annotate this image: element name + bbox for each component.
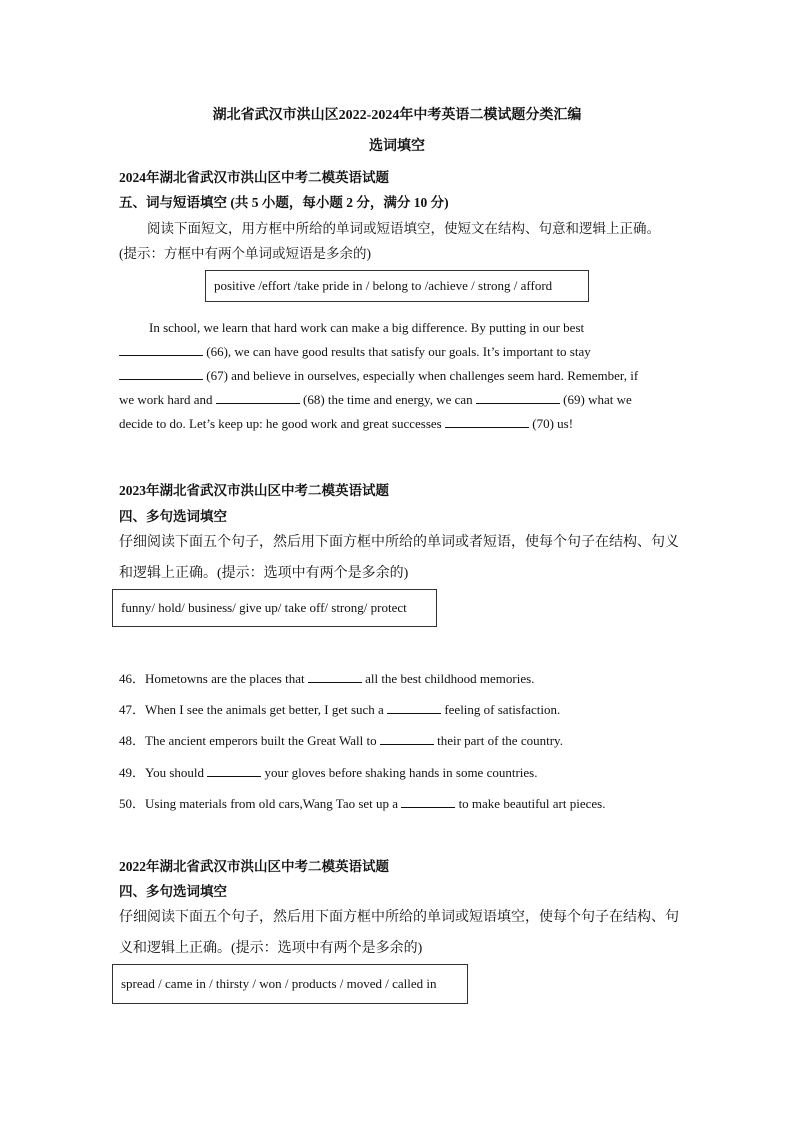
question-49-text-b: your gloves before shaking hands in some countries. [264,765,538,780]
passage-line-4-text-a: we work hard and [119,392,213,407]
passage-line-5-text-b: (70) us! [532,416,574,431]
question-49 [119,762,537,781]
word-box-2022-text: spread / came in / thirsty / won / products / moved / called in [121,976,437,991]
question-46-text-a: Hometowns are the places that [145,671,305,686]
blank-49[interactable] [207,764,261,777]
question-50-number: 50． [119,796,146,811]
question-49-text-a: You should [145,765,205,780]
passage-line-2-text: (66), we can have good results that satisfy our goals. It’s important to stay [206,344,591,359]
section-2024-instruction-2: (提示：方框中有两个单词或短语是多余的) [119,246,371,261]
document-subtitle: 选词填空 [369,139,425,154]
word-box-2023-text: funny/ hold/ business/ give up/ take off/ strong/ protect [121,600,407,615]
blank-68[interactable] [216,391,300,404]
blank-67[interactable] [119,367,203,380]
question-47-number: 47． [119,702,146,717]
passage-line-3 [119,364,675,388]
blank-47[interactable] [387,701,441,714]
word-box-2024 [205,270,589,302]
question-50-text-b: to make beautiful art pieces. [458,796,606,811]
document-title: 湖北省武汉市洪山区2022-2024年中考英语二模试题分类汇编 [212,108,582,123]
blank-48[interactable] [380,732,434,745]
word-box-2024-text: positive /effort /take pride in / belong to /achieve / strong / afford [214,278,553,293]
question-46-number: 46． [119,671,146,686]
question-46-text-b: all the best childhood memories. [365,671,535,686]
question-50-text-a: Using materials from old cars,Wang Tao set up a [145,796,399,811]
blank-46[interactable] [308,670,362,683]
question-48 [119,730,563,749]
passage-line-1: In school, we learn that hard work can make a big difference. By putting in our best [149,320,585,335]
blank-70[interactable] [445,415,529,428]
passage-line-4-text-c: (69) what we [563,392,632,407]
section-2022-instruction-2: 义和逻辑上正确。(提示：选项中有两个是多余的) [119,941,423,956]
blank-69[interactable] [476,391,560,404]
passage-line-3-text: (67) and believe in ourselves, especially when challenges seem hard. Remember, if [206,368,639,383]
section-2023-instruction-2: 和逻辑上正确。(提示：选项中有两个是多余的) [119,566,409,581]
section-2023-part: 四、多句选词填空 [119,509,227,524]
section-2024-heading: 2024年湖北省武汉市洪山区中考二模英语试题 [119,170,389,185]
question-47-text-b: feeling of satisfaction. [444,702,561,717]
word-box-2023 [112,589,437,627]
question-48-text-b: their part of the country. [437,733,563,748]
question-48-text-a: The ancient emperors built the Great Wall to [145,733,377,748]
question-47-text-a: When I see the animals get better, I get such a [145,702,384,717]
passage-line-2 [119,340,675,364]
question-48-number: 48． [119,733,146,748]
section-2024-instruction-1: 阅读下面短文，用方框中所给的单词或短语填空，使短文在结构、句意和逻辑上正确。 [147,221,660,236]
section-2023-heading: 2023年湖北省武汉市洪山区中考二模英语试题 [119,483,389,498]
question-50 [119,793,605,812]
section-2023-instruction-1: 仔细阅读下面五个句子，然后用下面方框中所给的单词或者短语，使每个句子在结构、句义 [119,535,679,550]
blank-66[interactable] [119,343,203,356]
passage-line-4 [119,388,675,412]
section-2024-part: 五、词与短语填空 (共 5 小题，每小题 2 分，满分 10 分) [119,195,449,210]
question-49-number: 49． [119,765,146,780]
section-2022-instruction-1: 仔细阅读下面五个句子，然后用下面方框中所给的单词或短语填空，使每个句子在结构、句 [119,910,679,925]
word-box-2022 [112,964,468,1004]
passage-line-5-text-a: decide to do. Let’s keep up: he good work and great successes [119,416,442,431]
blank-50[interactable] [401,795,455,808]
section-2022-heading: 2022年湖北省武汉市洪山区中考二模英语试题 [119,859,389,874]
section-2022-part: 四、多句选词填空 [119,884,227,899]
passage-2024 [119,316,675,436]
question-46 [119,668,534,687]
passage-line-5 [119,412,675,436]
question-47 [119,699,560,718]
passage-line-4-text-b: (68) the time and energy, we can [303,392,473,407]
